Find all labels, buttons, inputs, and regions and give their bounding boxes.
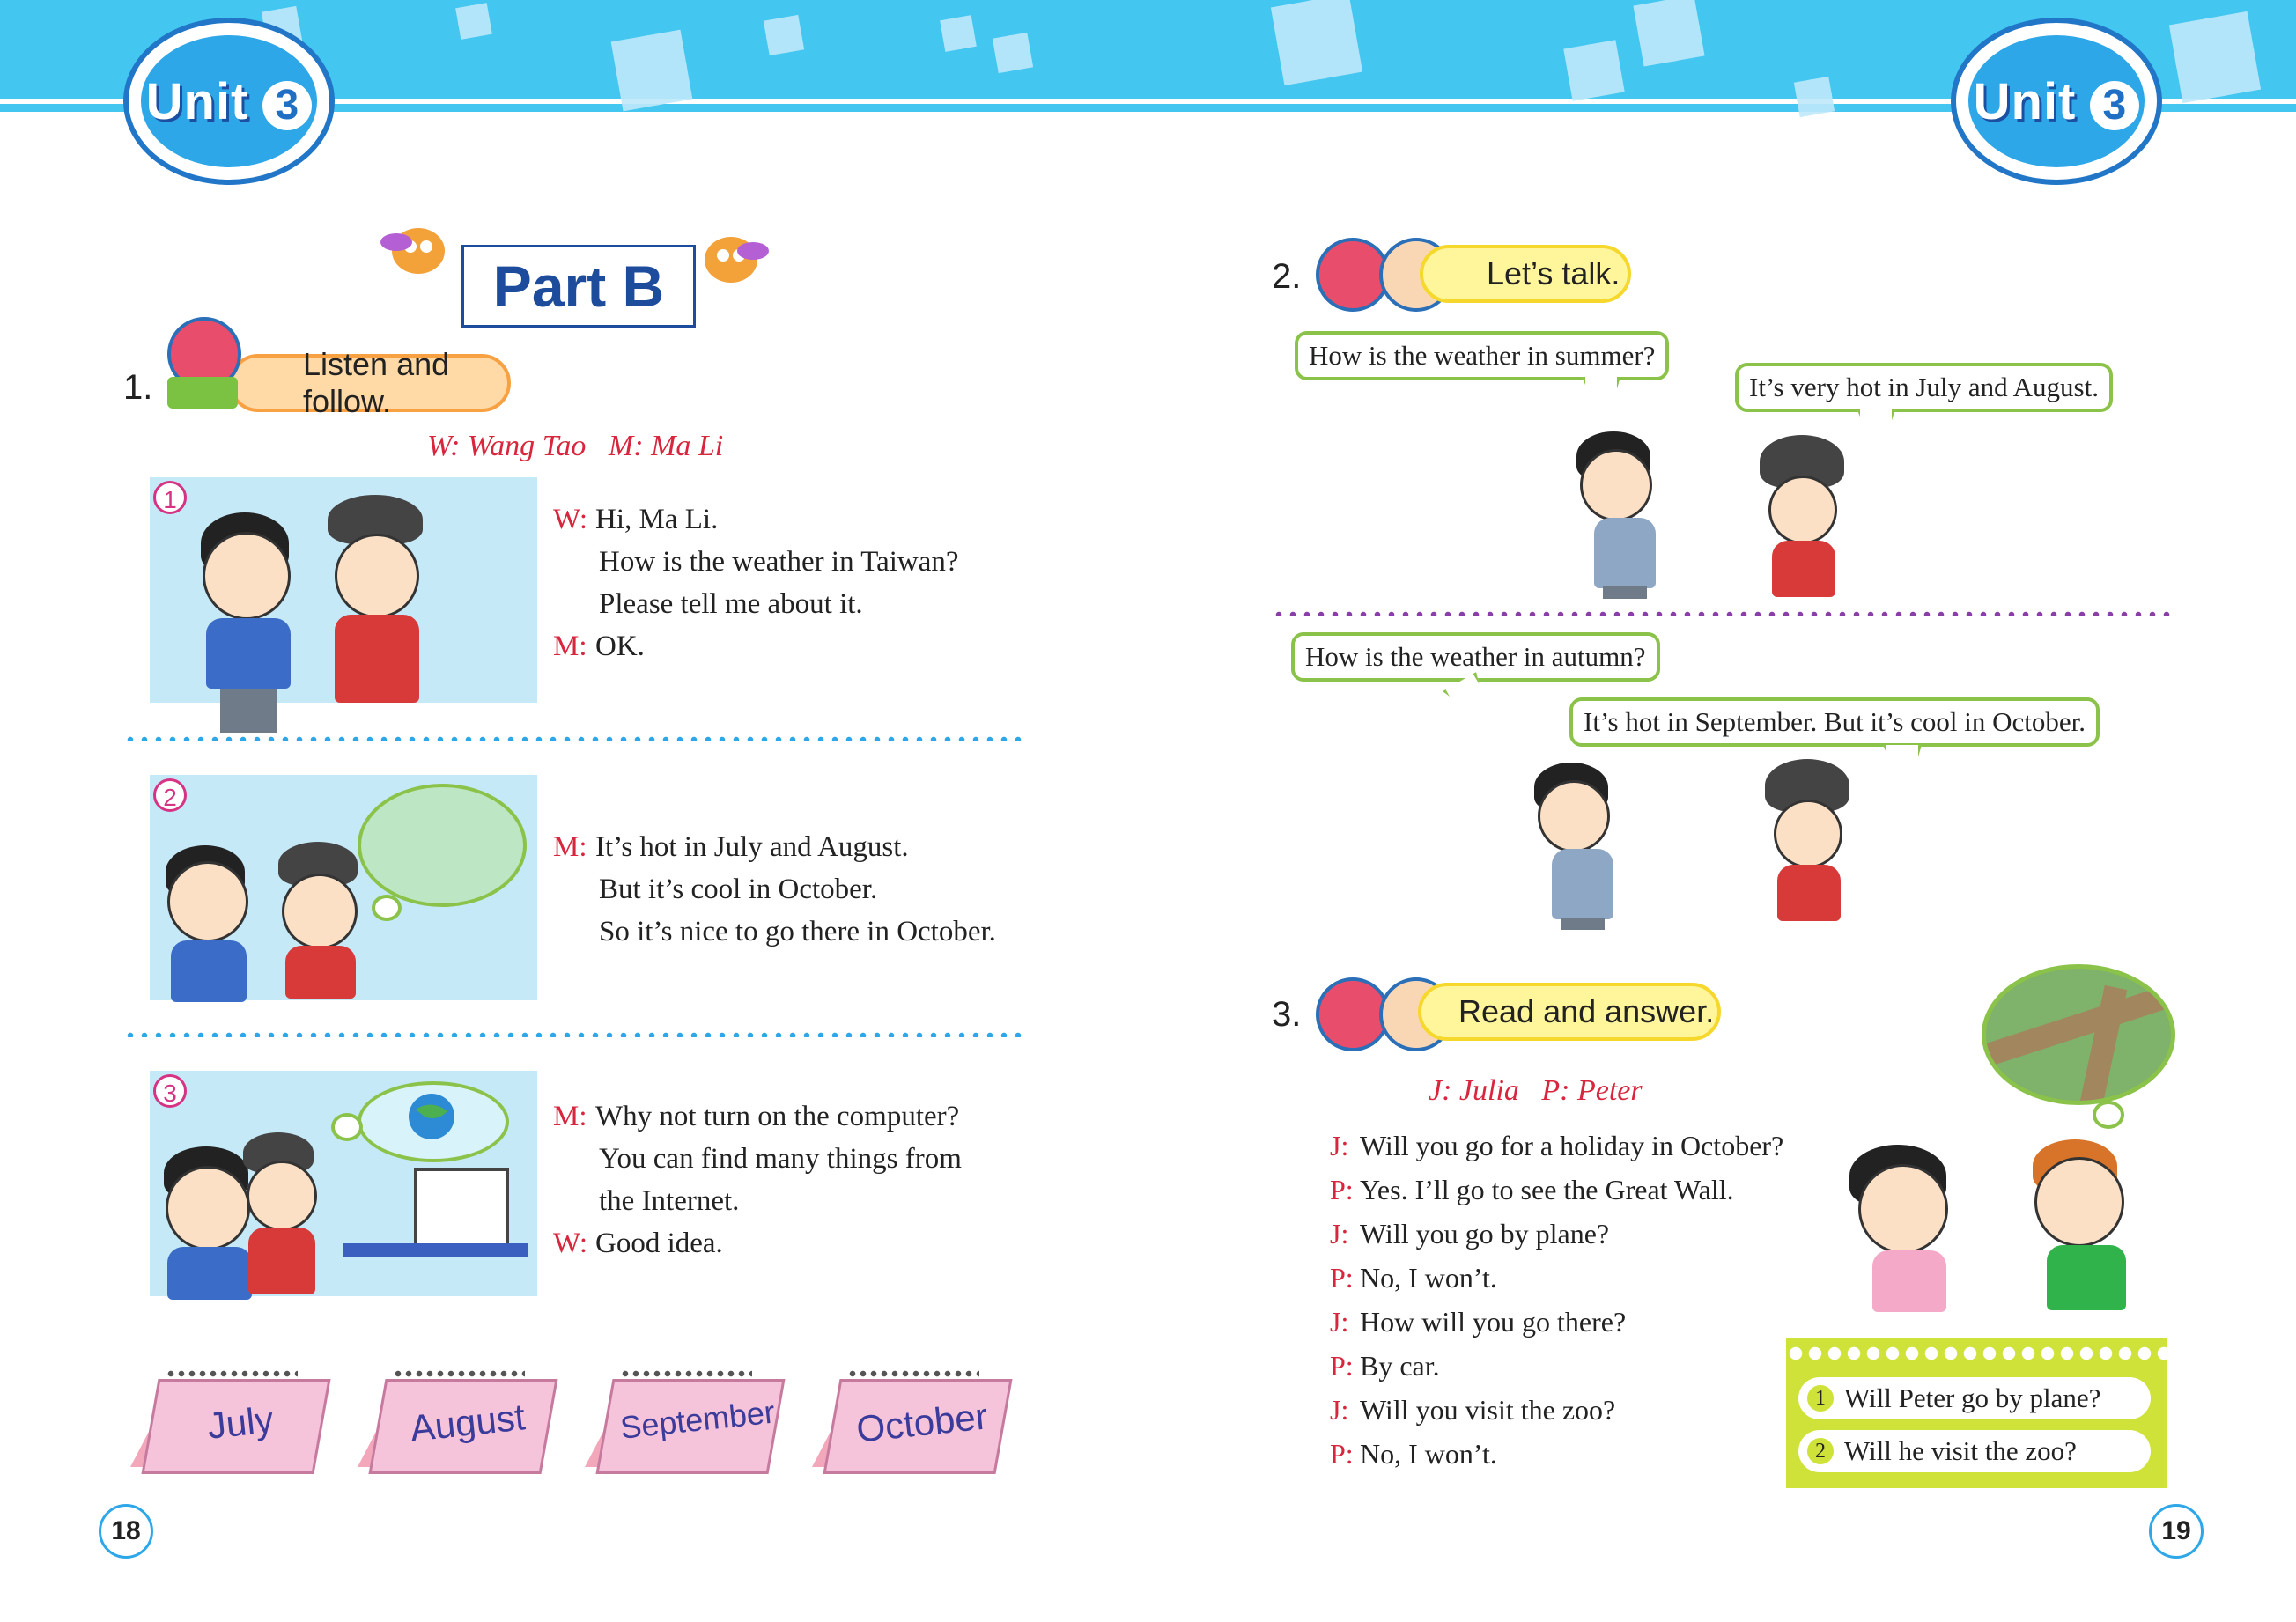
speaker-label: M:	[553, 831, 587, 863]
section-title: Listen and follow.	[303, 346, 450, 419]
dialogue-line	[1330, 1212, 1783, 1256]
speaker-label: M:	[553, 1101, 587, 1132]
speech-bubble: How is the weather in summer?	[1295, 331, 1669, 380]
unit-number: 3	[262, 81, 312, 130]
great-wall-thought-image	[1982, 964, 2175, 1105]
calendar-october	[812, 1363, 1006, 1467]
section-title-pill	[229, 346, 511, 419]
speaker-label: J:	[1330, 1394, 1349, 1426]
speech-bubble: It’s hot in September. But it’s cool in October.	[1569, 697, 2100, 747]
section-title-pill	[1420, 245, 1631, 303]
heart-icon	[611, 30, 693, 112]
bubble-tail	[1443, 672, 1502, 737]
scallop-border	[1786, 1346, 2167, 1361]
unit-badge-left	[123, 18, 335, 185]
line-text: Yes. I’ll go to see the Great Wall.	[1360, 1174, 1734, 1205]
bubble-tail	[1883, 745, 1922, 798]
book-icon	[167, 377, 238, 409]
illustration-panel-3	[150, 1071, 537, 1296]
calendar-july	[130, 1363, 324, 1467]
heart-icon	[993, 33, 1033, 73]
heart-icon	[764, 15, 804, 55]
line-text: Hi, Ma Li.	[595, 504, 719, 535]
speaker-label: M:	[553, 630, 587, 662]
line-text: Good idea.	[595, 1228, 723, 1259]
section-number: 3.	[1272, 995, 1302, 1034]
line-text: Will you go for a holiday in October?	[1360, 1130, 1784, 1161]
line-text: Will you visit the zoo?	[1360, 1394, 1616, 1426]
speech-bubble: How is the weather in autumn?	[1291, 632, 1660, 682]
panel-number: 2	[153, 778, 187, 812]
calendar-month: September	[618, 1393, 777, 1446]
dialogue-line	[553, 868, 996, 911]
line-text: Please tell me about it.	[599, 588, 863, 620]
bubble-tail	[1582, 377, 1620, 430]
dotted-divider	[123, 736, 1025, 741]
dialogue-line	[553, 583, 959, 625]
thought-dot	[2093, 1101, 2124, 1129]
thought-bubble-city	[358, 784, 527, 907]
speaker-label: W:	[553, 504, 588, 535]
line-text: By car.	[1360, 1350, 1440, 1382]
heart-icon	[1563, 40, 1625, 101]
line-text: So it’s nice to go there in October.	[599, 916, 996, 947]
dialogue-line	[553, 541, 959, 583]
line-text: the Internet.	[599, 1185, 740, 1217]
heart-icon	[940, 15, 977, 52]
dialogue-line	[1330, 1168, 1783, 1212]
line-text: OK.	[595, 630, 645, 662]
unit-word: Unit	[1973, 72, 2077, 130]
line-text: But it’s cool in October.	[599, 874, 878, 905]
speaker-label: P:	[1330, 1262, 1354, 1294]
unit-word: Unit	[145, 72, 249, 130]
dialogue-line	[553, 826, 996, 868]
calendar-august	[358, 1363, 551, 1467]
dialogue-line	[1330, 1344, 1783, 1388]
computer-illustration	[414, 1168, 509, 1254]
unit-badge-right	[1951, 18, 2162, 185]
section-title: Let’s talk.	[1487, 255, 1620, 291]
bird-icon	[379, 211, 458, 282]
speech-bubble: It’s very hot in July and August.	[1735, 363, 2113, 412]
illustration-panel-1	[150, 477, 537, 703]
dialogue-2	[553, 826, 996, 953]
speaker-label: P:	[1330, 1174, 1354, 1205]
dialogue-line	[1330, 1124, 1783, 1168]
dialogue-line	[1330, 1432, 1783, 1476]
calendar-month: August	[408, 1396, 528, 1449]
dialogue-line	[553, 911, 996, 953]
question-box	[1786, 1338, 2167, 1488]
bird-icon	[691, 220, 771, 291]
panel-number: 1	[153, 481, 187, 514]
section-number: 1.	[123, 368, 153, 407]
calendar-month: October	[854, 1395, 990, 1450]
bubble-tail	[1857, 409, 1895, 461]
globe-icon	[405, 1090, 458, 1143]
heart-icon	[1633, 0, 1704, 67]
dialogue-line	[553, 1138, 962, 1180]
speaker-label: J:	[1330, 1218, 1349, 1250]
dialogue-line	[1330, 1256, 1783, 1300]
dialogue-line	[553, 625, 959, 667]
section-title: Read and answer.	[1458, 993, 1715, 1029]
line-text: Will you go by plane?	[1360, 1218, 1610, 1250]
line-text: Why not turn on the computer?	[595, 1101, 960, 1132]
calendar-month: July	[205, 1398, 276, 1447]
calendar-september	[585, 1363, 779, 1467]
roles-caption: W: Wang Tao M: Ma Li	[427, 430, 724, 462]
speaker-label: P:	[1330, 1350, 1354, 1382]
dialogue-line	[553, 1180, 962, 1222]
line-text: No, I won’t.	[1360, 1438, 1497, 1470]
speaker-label: W:	[553, 1228, 588, 1259]
dialogue-line	[1330, 1300, 1783, 1344]
desk-illustration	[343, 1243, 528, 1257]
page-number-right: 19	[2149, 1504, 2204, 1559]
header-band	[0, 0, 2296, 99]
dialogue-3	[553, 1095, 962, 1264]
thought-dot	[331, 1113, 363, 1141]
line-text: It’s hot in July and August.	[595, 831, 909, 863]
heart-icon	[1271, 0, 1362, 85]
heart-icon	[455, 3, 492, 40]
speaker-label: P:	[1330, 1438, 1354, 1470]
illustration-panel-2	[150, 775, 537, 1000]
dialogue-line	[553, 1222, 962, 1264]
line-text: How is the weather in Taiwan?	[599, 546, 959, 578]
question-number: 2	[1807, 1438, 1834, 1464]
section-title-pill	[1418, 983, 1721, 1041]
thought-dot	[372, 895, 402, 921]
heart-icon	[2169, 11, 2261, 103]
speaker-label: J:	[1330, 1306, 1349, 1338]
unit-number: 3	[2090, 81, 2139, 130]
dialogue-1	[553, 498, 959, 667]
dialogue-line	[1330, 1388, 1783, 1432]
question-item	[1798, 1430, 2151, 1472]
roles-caption: J: Julia P: Peter	[1429, 1074, 1643, 1107]
dotted-divider	[1272, 611, 2175, 616]
dialogue-read	[1330, 1124, 1783, 1476]
line-text: You can find many things from	[599, 1143, 962, 1175]
question-text: Will Peter go by plane?	[1844, 1382, 2101, 1413]
speaker-label: J:	[1330, 1130, 1349, 1161]
panel-number: 3	[153, 1074, 187, 1108]
question-text: Will he visit the zoo?	[1844, 1435, 2077, 1466]
question-item	[1798, 1377, 2151, 1419]
dialogue-line	[553, 498, 959, 541]
page-number-left: 18	[99, 1504, 153, 1559]
dialogue-line	[553, 1095, 962, 1138]
question-number: 1	[1807, 1385, 1834, 1412]
line-text: How will you go there?	[1360, 1306, 1627, 1338]
heart-icon	[1794, 77, 1835, 117]
line-text: No, I won’t.	[1360, 1262, 1497, 1294]
part-title: Part B	[461, 245, 696, 328]
dotted-divider	[123, 1032, 1025, 1037]
section-number: 2.	[1272, 257, 1302, 296]
